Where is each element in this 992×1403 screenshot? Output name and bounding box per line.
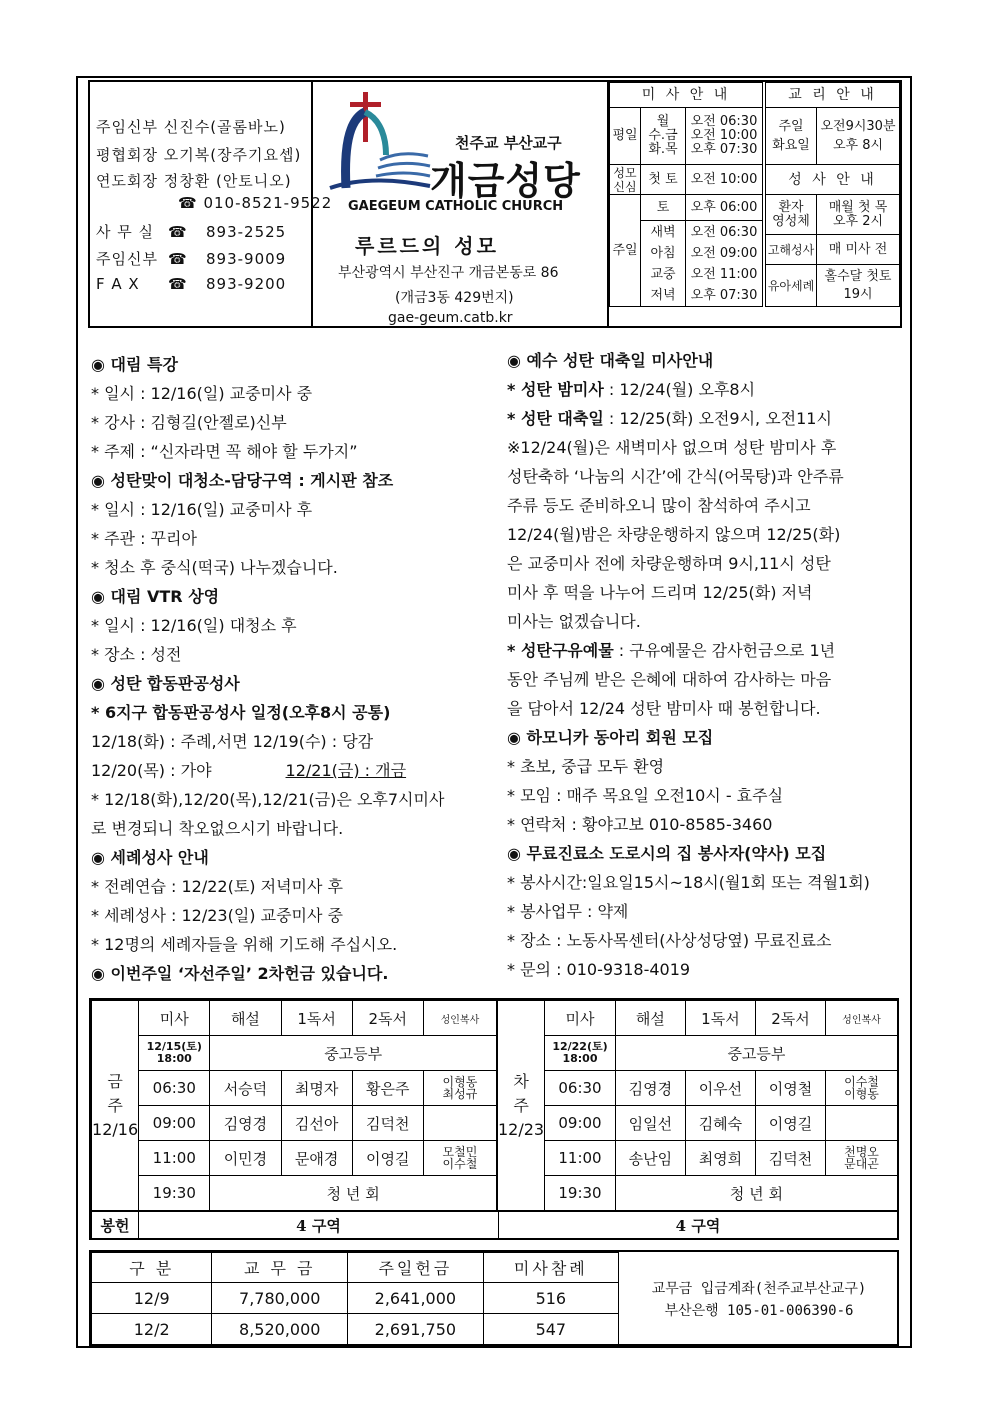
church-logo-icon <box>320 90 440 200</box>
phone-number: 893-9200 <box>206 275 287 293</box>
notice-text: * 주관 : 꾸리아 <box>91 529 197 548</box>
staff-line: 연도회장 정창환 (안토니오) <box>96 172 292 190</box>
sunday-label: 주일 <box>610 195 641 307</box>
cell-line: 월 <box>656 114 670 129</box>
minister-name: 이영철 <box>755 1071 825 1106</box>
notice-line <box>507 839 870 868</box>
finance-cell: 2,691,750 <box>348 1314 484 1345</box>
minister-name: 최영희 <box>685 1141 755 1176</box>
phone-number: 893-2525 <box>206 223 287 241</box>
notice-line <box>507 346 870 375</box>
cell-line: 오후 07:30 <box>690 142 758 157</box>
notice-text: * 청소 후 중식(떡국) 나누겠습니다. <box>91 558 338 577</box>
minister-name: 이영길 <box>755 1106 825 1141</box>
notice-line <box>507 404 870 433</box>
notice-line <box>507 607 870 636</box>
minister-name: 김덕천 <box>352 1106 423 1141</box>
sat-group: 중고등부 <box>615 1036 897 1071</box>
minister-name <box>423 1106 496 1141</box>
account-number: 부산은행 105-01-006390-6 <box>664 1303 854 1319</box>
cell-line: 신심 <box>613 179 637 194</box>
minister-name: 송난임 <box>615 1141 685 1176</box>
notice-text: 미사는 없겠습니다. <box>507 612 641 631</box>
minister-name: 이민경 <box>210 1141 281 1176</box>
notice-text: * 세례성사 : 12/23(일) 교중미사 중 <box>91 906 343 925</box>
eve-group: 청 년 회 <box>615 1176 897 1211</box>
notice-text: ◉ 대림 특강 <box>91 355 178 374</box>
notice-line <box>507 694 870 723</box>
sacrament-value: 매월 첫 목 오후 2시 <box>817 195 900 235</box>
notice-text: * 일시 : 12/16(일) 대청소 후 <box>91 616 297 635</box>
notice-text: * 강사 : 김형길(안젤로)신부 <box>91 413 287 432</box>
notice-line <box>91 582 444 611</box>
notice-line <box>507 636 870 665</box>
notice-text: 로 변경되니 착오없으시기 바랍니다. <box>91 819 344 838</box>
cell-line: 오전 06:30 <box>690 224 758 240</box>
notice-line <box>91 959 444 988</box>
notice-line <box>91 524 444 553</box>
minister-name <box>826 1106 898 1141</box>
schedule-table <box>91 1000 497 1211</box>
notice-line <box>91 611 444 640</box>
notice-line <box>507 810 870 839</box>
phone-line <box>96 248 296 269</box>
schedule-header: 1독서 <box>685 1001 755 1036</box>
sat-time: 오전 10:00 <box>686 165 763 195</box>
minister-name: 이우선 <box>685 1071 755 1106</box>
phone-label: 사 무 실 <box>96 223 155 241</box>
cell-line: 아침 <box>650 245 676 261</box>
notice-text: 미사 후 떡을 나누어 드리며 12/25(화) 저녁 <box>507 583 813 602</box>
schedule-header: 2독서 <box>755 1001 825 1036</box>
notice-line <box>91 408 444 437</box>
offering-label: 봉헌 <box>92 1212 139 1239</box>
phone-icon: ☎ <box>168 275 188 293</box>
minister-name: 천명오 문대곤 <box>826 1141 898 1176</box>
notice-text: ◉ 성탄맞이 대청소-담당구역 : 게시판 참조 <box>91 471 394 490</box>
right-notice-column <box>507 346 870 984</box>
notice-text: * 12/18(화),12/20(목),12/21(금)은 오후7시미사 <box>91 790 445 809</box>
cell-line: 오전 09:00 <box>690 245 758 261</box>
notice-line <box>91 843 444 872</box>
offering-zone: 4 구역 <box>499 1212 898 1239</box>
sun-time-0: 오후 06:00 <box>686 195 763 221</box>
notice-bold: * 성탄 대축일 <box>507 409 604 428</box>
week-label-line: 12/23 <box>498 1119 545 1139</box>
staff-line: 평협회장 오기복(장주기요셉) <box>96 146 302 164</box>
phone-label: 주임신부 <box>96 250 158 268</box>
notice-underlined: 12/21(금) : 개금 <box>285 761 407 780</box>
cell-line: 성모 <box>613 165 637 180</box>
notice-line <box>91 640 444 669</box>
schedule-header: 미사 <box>545 1001 616 1036</box>
notice-text: : 구유예물은 감사헌금으로 1년 <box>613 641 836 660</box>
notice-text: ◉ 성탄 합동판공성사 <box>91 674 240 693</box>
schedule-table <box>497 1000 898 1211</box>
notice-text: ◉ 예수 성탄 대축일 미사안내 <box>507 351 714 370</box>
notice-line <box>507 549 870 578</box>
minister-name: 김혜숙 <box>685 1106 755 1141</box>
notice-text: * 주제 : “신자라면 꼭 해야 할 두가지” <box>91 442 358 461</box>
notice-text: * 문의 : 010-9318-4019 <box>507 960 691 979</box>
notice-text: * 봉사시간:일요일15시~18시(월1회 또는 격월1회) <box>507 873 870 892</box>
minister-name: 이영길 <box>352 1141 423 1176</box>
minister-name: 김영경 <box>210 1106 281 1141</box>
notice-text: : 12/25(화) 오전9시, 오전11시 <box>603 409 832 428</box>
phone-icon: ☎ <box>168 223 188 241</box>
mass-guide-title: 미 사 안 내 <box>610 83 763 108</box>
notice-text: * 초보, 중급 모두 환영 <box>507 757 665 776</box>
sun-days <box>641 221 686 307</box>
phone-line <box>96 221 296 242</box>
notice-line <box>507 926 870 955</box>
week-label-line: 12/16 <box>92 1119 139 1139</box>
cell-line: 오전 11:00 <box>690 266 758 282</box>
phone-icon: ☎ <box>168 250 188 268</box>
notice-line <box>91 930 444 959</box>
notice-text: * 장소 : 성전 <box>91 645 182 664</box>
sat-mass-time: 12/15(토) 18:00 <box>139 1036 210 1071</box>
notice-text: * 12명의 세례자들을 위해 기도해 주십시오. <box>91 935 398 954</box>
weekday-days <box>641 108 686 165</box>
cell-line: 오전 10:00 <box>690 128 758 143</box>
schedule-header: 해설 <box>615 1001 685 1036</box>
notice-line <box>91 727 444 756</box>
sacrament-label: 고해성사 <box>766 235 817 265</box>
church-name-en: GAEGEUM CATHOLIC CHURCH <box>348 199 564 214</box>
mass-time: 09:00 <box>139 1106 210 1141</box>
phone-number: 893-9009 <box>206 250 287 268</box>
notice-line <box>507 433 870 462</box>
sun-day-0: 토 <box>641 195 686 221</box>
notice-text: ◉ 이번주일 ‘자선주일’ 2차헌금 있습니다. <box>91 964 389 983</box>
mass-time: 11:00 <box>139 1141 210 1176</box>
notice-text: 주류 등도 준비하오니 많이 참석하여 주시고 <box>507 496 811 515</box>
minister-name: 최명자 <box>281 1071 352 1106</box>
catechism-table <box>765 82 900 307</box>
finance-header: 구 분 <box>92 1253 212 1283</box>
mass-time: 19:30 <box>545 1176 616 1211</box>
week-label <box>498 1001 545 1211</box>
notice-line <box>91 466 444 495</box>
notice-text: * 6지구 합동판공성사 일정(오후8시 공통) <box>91 703 391 722</box>
phone-line <box>96 275 296 293</box>
notice-line <box>507 462 870 491</box>
mass-time: 06:30 <box>139 1071 210 1106</box>
minister-name: 황은주 <box>352 1071 423 1106</box>
patron-title: 루르드의 성모 <box>355 234 499 258</box>
notice-text: 동안 주님께 받은 은혜에 대하여 감사하는 마음 <box>507 670 832 689</box>
mobile-line: ☎ 010-8521-9522 <box>178 194 333 212</box>
notice-text: * 모임 : 매주 목요일 오전10시 - 효주실 <box>507 786 784 805</box>
phone-label: F A X <box>96 275 140 293</box>
cell-line: 화.목 <box>648 142 678 157</box>
offering-zone: 4 구역 <box>139 1212 499 1239</box>
schedule-header: 1독서 <box>281 1001 352 1036</box>
cell-line: 오전 06:30 <box>690 114 758 129</box>
week-label-line: 주 <box>513 1095 529 1115</box>
notice-text: : 12/24(월) 오후8시 <box>603 380 756 399</box>
notice-line <box>507 752 870 781</box>
notice-text: ◉ 세례성사 안내 <box>91 848 209 867</box>
week-label <box>92 1001 139 1211</box>
schedule-header: 성인복사 <box>826 1001 898 1036</box>
week-label-line: 주 <box>107 1095 123 1115</box>
account-label: 교무금 입금계좌(천주교부산교구) <box>651 1281 867 1297</box>
sat-mass-time: 12/22(토) 18:00 <box>545 1036 616 1071</box>
notice-line <box>91 350 444 379</box>
finance-header: 주일헌금 <box>348 1253 484 1283</box>
eve-group: 청 년 회 <box>210 1176 497 1211</box>
minister-name: 문애경 <box>281 1141 352 1176</box>
notice-line <box>91 872 444 901</box>
notice-text: * 일시 : 12/16(일) 교중미사 중 <box>91 384 313 403</box>
catechism-times: 오전9시30분 오후 8시 <box>817 108 900 165</box>
staff-line: 주임신부 신진수(골롬바노) <box>96 118 286 136</box>
sacrament-label: 환자 영성체 <box>766 195 817 235</box>
mass-time: 19:30 <box>139 1176 210 1211</box>
cell-line: 수.금 <box>648 128 678 143</box>
notice-text: 을 담아서 12/24 성탄 밤미사 때 봉헌합니다. <box>507 699 821 718</box>
sat-day: 첫 토 <box>641 165 686 195</box>
notice-line <box>507 375 870 404</box>
sat-label <box>610 165 641 195</box>
minister-name: 김덕천 <box>755 1141 825 1176</box>
notice-text: ◉ 무료진료소 도로시의 집 봉사자(약사) 모집 <box>507 844 827 863</box>
notice-text: * 연락처 : 황야고보 010-8585-3460 <box>507 815 773 834</box>
minister-name: 이형동 최성규 <box>423 1071 496 1106</box>
notice-text: 은 교중미사 전에 차량운행하며 9시,11시 성탄 <box>507 554 831 573</box>
finance-cell: 8,520,000 <box>212 1314 348 1345</box>
cell-line: 새벽 <box>650 224 676 240</box>
notice-text: * 일시 : 12/16(일) 교중미사 후 <box>91 500 313 519</box>
mass-time: 06:30 <box>545 1071 616 1106</box>
minister-name: 김선아 <box>281 1106 352 1141</box>
notice-line <box>507 897 870 926</box>
notice-text: ※12/24(월)은 새벽미사 없으며 성탄 밤미사 후 <box>507 438 837 457</box>
weekday-label: 평일 <box>610 108 641 165</box>
notice-text: ◉ 대림 VTR 상영 <box>91 587 220 606</box>
cell-line: 저녁 <box>650 287 676 303</box>
notice-line <box>507 578 870 607</box>
mass-guide-table <box>609 82 763 307</box>
notice-line <box>507 781 870 810</box>
sacrament-value: 매 미사 전 <box>817 235 900 265</box>
website-link[interactable]: gae-geum.catb.kr <box>388 310 513 326</box>
schedule-header: 성인복사 <box>423 1001 496 1036</box>
address-line-2: (개금3동 429번지) <box>395 290 514 306</box>
church-name: 개금성당 <box>430 159 581 203</box>
cell-line: 교중 <box>650 266 676 282</box>
notice-line <box>507 665 870 694</box>
notice-text: ◉ 하모니카 동아리 회원 모집 <box>507 728 714 747</box>
schedule-header: 미사 <box>139 1001 210 1036</box>
notice-text: * 전례연습 : 12/22(토) 저녁미사 후 <box>91 877 343 896</box>
finance-cell: 2,641,000 <box>348 1283 484 1314</box>
finance-header: 교 무 금 <box>212 1253 348 1283</box>
minister-name: 임일선 <box>615 1106 685 1141</box>
notice-text: 성탄축하 ‘나눔의 시간’에 간식(어묵탕)과 안주류 <box>507 467 844 486</box>
schedule-header: 해설 <box>210 1001 281 1036</box>
notice-bold: * 성탄구유예물 <box>507 641 614 660</box>
address-line: 부산광역시 부산진구 개금본동로 86 <box>338 265 559 281</box>
notice-bold: * 성탄 밤미사 <box>507 380 604 399</box>
catechism-days: 주일 화요일 <box>766 108 817 165</box>
finance-table <box>91 1252 619 1345</box>
notice-text: * 봉사업무 : 약제 <box>507 902 629 921</box>
sacrament-title: 성 사 안 내 <box>766 165 900 195</box>
notice-text: 12/18(화) : 주례,서면 12/19(수) : 당감 <box>91 732 374 751</box>
notice-line <box>507 491 870 520</box>
offering-table <box>91 1211 898 1239</box>
mass-time: 09:00 <box>545 1106 616 1141</box>
mobile-number: 010-8521-9522 <box>203 194 333 212</box>
sacrament-label: 유아세례 <box>766 265 817 307</box>
finance-header: 미사참례 <box>483 1253 618 1283</box>
notice-line <box>91 756 444 785</box>
sacrament-value: 홀수달 첫토 19시 <box>817 265 900 307</box>
notice-line <box>91 495 444 524</box>
notice-text: * 장소 : 노동사목센터(사상성당옆) 무료진료소 <box>507 931 832 950</box>
notice-line <box>91 698 444 727</box>
left-notice-column <box>91 350 444 988</box>
finance-cell: 547 <box>483 1314 618 1345</box>
minister-name: 서승덕 <box>210 1071 281 1106</box>
notice-text: 12/20(목) : 가야 <box>91 761 212 780</box>
notice-line <box>91 379 444 408</box>
notice-line <box>507 868 870 897</box>
finance-cell: 516 <box>483 1283 618 1314</box>
finance-cell: 7,780,000 <box>212 1283 348 1314</box>
notice-line <box>91 814 444 843</box>
finance-cell: 12/9 <box>92 1283 212 1314</box>
notice-text: 12/24(월)밤은 차량운행하지 않으며 12/25(화) <box>507 525 841 544</box>
week-label-line: 차 <box>513 1071 529 1091</box>
cell-line: 오후 07:30 <box>690 287 758 303</box>
notice-line <box>507 520 870 549</box>
account-info <box>620 1278 898 1322</box>
minister-name: 이수철 이형동 <box>826 1071 898 1106</box>
notice-line <box>91 669 444 698</box>
minister-name: 김영경 <box>615 1071 685 1106</box>
notice-line <box>91 901 444 930</box>
schedule-header: 2독서 <box>352 1001 423 1036</box>
weekday-times <box>686 108 763 165</box>
week-label-line: 금 <box>107 1071 123 1091</box>
sun-times <box>686 221 763 307</box>
notice-line <box>91 785 444 814</box>
notice-line <box>507 955 870 984</box>
catechism-title: 교 리 안 내 <box>766 83 900 108</box>
notice-line <box>507 723 870 752</box>
notice-line <box>91 553 444 582</box>
finance-cell: 12/2 <box>92 1314 212 1345</box>
sat-group: 중고등부 <box>210 1036 497 1071</box>
mass-time: 11:00 <box>545 1141 616 1176</box>
notice-line <box>91 437 444 466</box>
diocese-name: 천주교 부산교구 <box>455 134 562 152</box>
minister-name: 모철민 이수철 <box>423 1141 496 1176</box>
